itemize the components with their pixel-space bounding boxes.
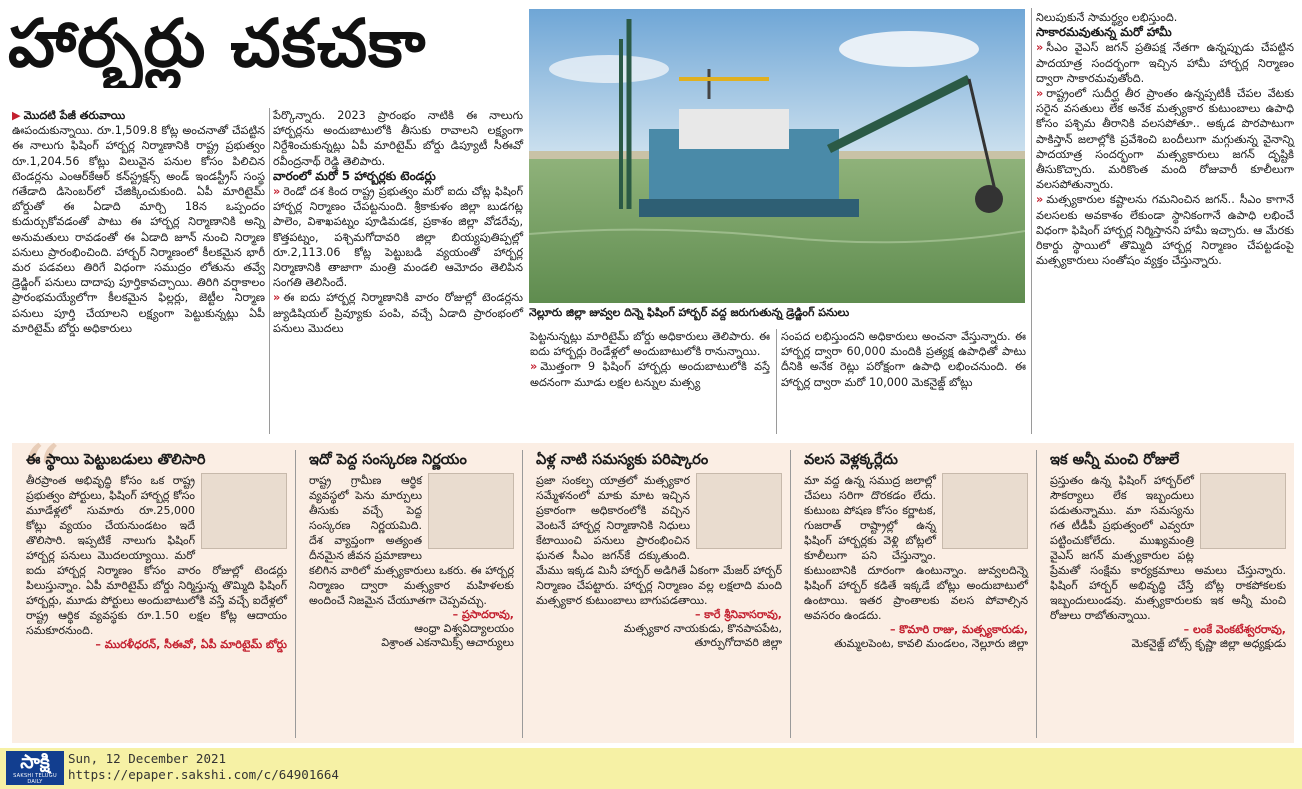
quote-panel-1 — [12, 443, 295, 743]
panel-body: తీరప్రాంత అభివృద్ధి కోసం ఒక రాష్ట్ర ప్రభుత్వం పోర్టులు, ఫిషింగ్ హార్బర్ల కోసం మూడేళ్లలో సుమారు రూ.25,000 కోట్లు వ్యయం చేయనుండటం ఇదే తొలిసారి. ఇప్పటికే నాలుగు ఫిషింగ్ హార్బర్ల పనులు మొదలయ్యాయి. మరో ఐదు హార్బర్ల నిర్మాణం కోసం వారం రోజుల్లో టెండర్లు పిలుస్తున్నాం. ఏపీ మారిటైమ్ బోర్డు నిర్మిస్తున్న తొమ్మిది ఫిషింగ్ హార్బర్లు, మూడు పోర్టులు అందుబాటులోకి వస్తే వచ్చే ఐదేళ్లలో రాష్ట్ర ఆర్థిక వ్యవస్థకు రూ.1.50 లక్షల కోట్ల ఆదాయం సమకూరనుంది. — [26, 474, 287, 637]
person-photo-icon — [201, 473, 287, 549]
panel-signature: – మురళీధరన్, సీఈవో, ఏపీ మారిటైమ్ బోర్డు — [95, 638, 287, 651]
panel-signature-line: ఆంధ్రా విశ్వవిద్యాలయం — [414, 622, 514, 635]
continued-label: మొదటి పేజీ తరువాయి — [23, 109, 126, 122]
quote-mark-icon: “ — [20, 428, 61, 521]
article-column-2 — [273, 108, 523, 336]
panel-body: ప్రస్తుతం ఉన్న ఫిషింగ్ హార్బర్‌లో సౌకర్యాలు లేక ఇబ్బందులు పడుతున్నాము. మా సమస్యను గత టీడీపీ ప్రభుత్వంలో ఎవ్వరూ పట్టించుకోలేదు. ముఖ్యమంత్రి వైఎస్ జగన్ మత్స్యకారుల పట్ల ప్రేమతో సంక్షేమ కార్యక్రమాలు అమలు చేస్తున్నారు. ఫిషింగ్ హార్బర్ అభివృద్ధి చేస్తే బోట్ల రాకపోకలకు ఇబ్బందులుండవు. మత్స్యకారులకు ఇక అన్నీ మంచి రోజులు రాబోతున్నాయి. — [1050, 474, 1286, 622]
panel-title: వలస వెళ్లక్కర్లేదు — [804, 452, 898, 468]
panel-divider — [1036, 450, 1037, 738]
panel-signature: – ప్రసాదరావు, — [452, 608, 514, 621]
panel-body: మా వద్ద ఉన్న సముద్ర జలాల్లో చేపలు సరిగా దొరకడం లేదు. కుటుంబ పోషణ కోసం కర్ణాటక, గుజరాత్ రాష్ట్రాల్లో ఉన్న ఫిషింగ్ హార్బర్లకు వెళ్లి బోట్లలో కూలీలుగా పని చేస్తున్నాం. కుటుంబానికి దూరంగా ఉంటున్నాం. జువ్వలదిన్నె ఫిషింగ్ హార్బర్ కడితే ఇక్కడే బోట్లు అందుబాటులో ఉంటాయి. ఇతర ప్రాంతాలకు వలస పోవాల్సిన అవసరం ఉండదు. — [804, 474, 1028, 622]
article-text: పేర్కొన్నారు. 2023 ప్రారంభం నాటికి ఈ నాలుగు హార్బర్లను అందుబాటులోకి తీసుకు రావాలని లక్ష్యంగా నిర్దేశించుకున్నట్లు ఏపీ మారిటైమ్ బోర్డు డిప్యూటీ సీఈవో రవీంద్రనాథ్ రెడ్డి తెలిపారు. — [273, 109, 523, 168]
bullet-arrow-icon: ▶ — [12, 109, 21, 122]
panel-divider — [522, 450, 523, 738]
quote-panel-5 — [1036, 443, 1294, 743]
article-text: ఊపందుకున్నాయి. రూ.1,509.8 కోట్ల అంచనాతో చేపట్టిన ఈ నాలుగు ఫిషింగ్ హార్బర్ల నిర్మాణానికి రాష్ట్ర ప్రభుత్వం రూ.1,204.56 కోట్లు విలువైన పనుల కోసం పిలిచిన టెండర్లను ఎంఆర్‌కేఆర్ కన్‌స్ట్రక్షన్స్ అండ్ ఇండస్ట్రీస్ సంస్థ గతేడాది డిసెంబర్‌లో చేజిక్కించుకుంది. ఏపీ మారిటైమ్ బోర్డుతో ఈ ఏడాది మార్చి 18న ఒప్పందం కుదుర్చుకోవడంతో పాటు ఈ హార్బర్ల నిర్మాణానికి అన్ని అనుమతులు రావడంతో ఈ ఏడాది జూన్ నుంచి నిర్మాణ పనులు ప్రారంభించింది. హార్బర్ నిర్మాణంలో కీలకమైన భారీ మర పడవలు తిరిగే విధంగా సముద్రం లోతును తవ్వే డ్రెడ్జింగ్ పనులు దాదాపు పూర్తికావచ్చాయి. తిరిగి వర్షాకాలం ప్రారంభమయ్యేలోగా కీలకమైన ఫిల్లర్లు, జెట్టీల నిర్మాణ పనులు పూర్తి చేయాలని లక్ష్యంగా పెట్టుకున్నట్లు ఏపీ మారిటైమ్ బోర్డు అధికారులు — [12, 124, 265, 335]
bullet-arrow-icon: » — [530, 360, 538, 374]
quote-panel-3 — [522, 443, 790, 743]
sakshi-logo[interactable]: సాక్షి SAKSHI TELUGU DAILY — [6, 751, 64, 785]
article-text: నిలుపుకునే సామర్థ్యం లభిస్తుంది. — [1036, 11, 1178, 24]
bullet-arrow-icon: » — [273, 291, 281, 305]
subheading: వారంలో మరో 5 హార్బర్లకు టెండర్లు — [273, 168, 436, 183]
bullet-arrow-icon: » — [1036, 87, 1044, 101]
article-text: మత్స్యకారుల కష్టాలను గమనించిన జగన్.. సీఎం కాగానే వలసలకు అవకాశం లేకుండా స్థానికంగానే ఉపాధి లభించే విధంగా ఫిషింగ్ హార్బర్ల నిర్మిస్తానని హామీ ఇచ్చారు. ఆ మేరకు రికార్డు స్థాయిలో తొమ్మిది హార్బర్ల నిర్మాణం చేపట్టడంపై మత్స్యకారులు సంతోషం వ్యక్తం చేస్తున్నారు. — [1036, 193, 1294, 268]
panel-signature-line: మత్స్యకార నాయకుడు, కొనపాపపేట, — [623, 622, 782, 635]
panel-title: ఈ స్థాయి పెట్టుబడులు తొలిసారి — [26, 452, 206, 468]
edition-date: Sun, 12 December 2021 — [68, 751, 227, 766]
panel-title: ఏళ్ల నాటి సమస్యకు పరిష్కారం — [536, 452, 709, 468]
panel-body: ప్రజా సంకల్ప యాత్రలో మత్స్యకార సమ్మేళనంలో మాకు మాట ఇచ్చిన ప్రకారంగా అధికారంలోకి వచ్చిన వెంటనే హార్బర్ల నిర్మాణానికి నిధులు కేటాయించి పనులు ప్రారంభించిన ఘనత సీఎం జగన్‌కే దక్కుతుంది. మేము ఇక్కడ మినీ హార్బర్ అడిగితే ఏకంగా మేజర్ హార్బర్ నిర్మాణం చేపట్టారు. హార్బర్ల నిర్మాణం వల్ల లక్షలాది మంది మత్స్యకార కుటుంబాలు బాగుపడతాయి. — [536, 474, 782, 607]
headline: హార్బర్లు చకచకా — [8, 5, 427, 82]
dredging-photo — [529, 9, 1025, 303]
article-text: ఈ ఐదు హార్బర్ల నిర్మాణానికి వారం రోజుల్లో టెండర్లను జ్యుడిషియల్ ప్రివ్యూకు పంపి, వచ్చే ఏడాది ప్రారంభంలో పనులు మొదలు — [273, 291, 523, 335]
person-photo-icon — [1200, 473, 1286, 549]
panel-signature: – కొమారి రాజు, మత్స్యకారుడు, — [889, 623, 1028, 636]
panel-title: ఇక అన్నీ మంచి రోజులే — [1050, 452, 1180, 468]
article-column-1 — [12, 108, 265, 336]
bullet-arrow-icon: » — [1036, 193, 1044, 207]
person-photo-icon — [696, 473, 782, 549]
bullet-arrow-icon: » — [1036, 41, 1044, 55]
panel-signature-line: మెకనైజ్డ్ బోట్స్ కృష్ణా జిల్లా అధ్యక్షుడు — [1131, 637, 1286, 650]
panel-divider — [295, 450, 296, 738]
article-column-5 — [1036, 10, 1294, 268]
dredger-image-icon — [529, 9, 1025, 303]
article-column-3 — [530, 329, 770, 390]
photo-caption: నెల్లూరు జిల్లా జువ్వల దిన్నె ఫిషింగ్ హార్బర్ వద్ద జరుగుతున్న డ్రెడ్జింగ్ పనులు — [529, 306, 850, 319]
article-column-4 — [781, 329, 1026, 390]
article-text: సీఎం వైఎస్ జగన్ ప్రతిపక్ష నేతగా ఉన్నప్పుడు చేపట్టిన పాదయాత్ర సందర్భంగా ఇచ్చిన హామీ హార్బర్ల నిర్మాణం ద్వారా సాకారమవుతోంది. — [1036, 41, 1294, 85]
person-photo-icon — [428, 473, 514, 549]
panel-divider — [790, 450, 791, 738]
article-text: పెట్టనున్నట్లు మారిటైమ్ బోర్డు అధికారులు తెలిపారు. ఈ ఐదు హార్బర్లు రెండేళ్లలో అందుబాటులోకి రానున్నాయి. — [530, 330, 770, 359]
article-text: సంపద లభిస్తుందని అధికారులు అంచనా వేస్తున్నారు. ఈ హార్బర్ల ద్వారా 60,000 మందికి ప్రత్యక్ష ఉపాధితో పాటు దీనికి అనేక రెట్లు పరోక్షంగా ఉపాధి లభించనుంది. ఈ హార్బర్ల ద్వారా మరో 10,000 మెకనైజ్డ్ బోట్లు — [781, 330, 1026, 389]
article-text: రాష్ట్రంలో సుదీర్ఘ తీర ప్రాంతం ఉన్నప్పటికీ చేపల వేటకు సరైన వసతులు లేక అనేక మత్స్యకార కుటుంబాలు ఉపాధి కోసం పశ్చిమ తీరానికి వలసపోతూ.. అక్కడ పొరపాటుగా పాకిస్తాన్ జలాల్లోకి ప్రవేశించి బందీలుగా మగ్గుతున్న వైనాన్ని పాదయాత్ర సందర్భంగా మత్స్యకారులు జగన్ దృష్టికి తీసుకొచ్చారు. మరికొంత మంది రోజువారీ కూలీలుగా వలసపోతున్నారు. — [1036, 87, 1294, 192]
panel-signature-line: విశ్రాంత ఎకనామిక్స్ ఆచార్యులు — [381, 636, 514, 649]
panel-signature: – కారే శ్రీనివాసరావు, — [694, 608, 782, 621]
quote-panel-4 — [790, 443, 1036, 743]
bullet-arrow-icon: » — [273, 185, 281, 199]
column-divider — [1031, 8, 1032, 434]
column-divider — [269, 108, 270, 434]
panel-signature-line: తూర్పుగోదావరి జిల్లా — [694, 636, 782, 649]
person-photo-icon — [942, 473, 1028, 549]
column-divider — [776, 329, 777, 434]
article-text: మొత్తంగా 9 ఫిషింగ్ హార్బర్లు అందుబాటులోకి వస్తే అదనంగా మూడు లక్షల టన్నుల మత్స్య — [530, 360, 770, 389]
article-text: రెండో దశ కింద రాష్ట్ర ప్రభుత్వం మరో ఐదు చోట్ల ఫిషింగ్ హార్బర్ల నిర్మాణం చేపట్టనుంది. శ్రీకాకుళం జిల్లా బుడగట్ల పాలెం, విశాఖపట్నం పూడిమడక, ప్రకాశం జిల్లా వోడరేవు, కొత్తపట్నం, పశ్చిమగోదావరి జిల్లా బియ్యపుతిప్పల్లో రూ.2,113.06 కోట్ల పెట్టుబడి వ్యయంతో హార్బర్ల నిర్మాణానికి తాజాగా మంత్రి మండలి ఆమోదం తెలిపిన సంగతి తెలిసిందే. — [273, 185, 523, 290]
quote-panel-2 — [295, 443, 522, 743]
epaper-link[interactable]: https://epaper.sakshi.com/c/64901664 — [68, 767, 339, 782]
panel-title: ఇదో పెద్ద సంస్కరణ నిర్ణయం — [309, 452, 467, 468]
panel-signature-line: తుమ్మలపెంట, కావలి మండలం, నెల్లూరు జిల్లా — [834, 637, 1028, 650]
panel-body: రాష్ట్ర గ్రామీణ ఆర్థిక వ్యవస్థలో పెను మార్పులు తీసుకు వచ్చే పెద్ద సంస్కరణ నిర్ణయమిది. దేశ వ్యాప్తంగా అత్యంత దీనమైన జీవన ప్రమాణాలు కలిగిన వారిలో మత్స్యకారులు ఒకరు. ఈ హార్బర్ల నిర్మాణం ద్వారా మత్స్యకార మహిళలకు అందించే నిజమైన చేయూతగా చెప్పవచ్చు. — [309, 474, 514, 607]
panel-signature: – లంకే వెంకటేశ్వరరావు, — [1183, 623, 1286, 636]
subheading: సాకారమవుతున్న మరో హామీ — [1036, 25, 1172, 40]
